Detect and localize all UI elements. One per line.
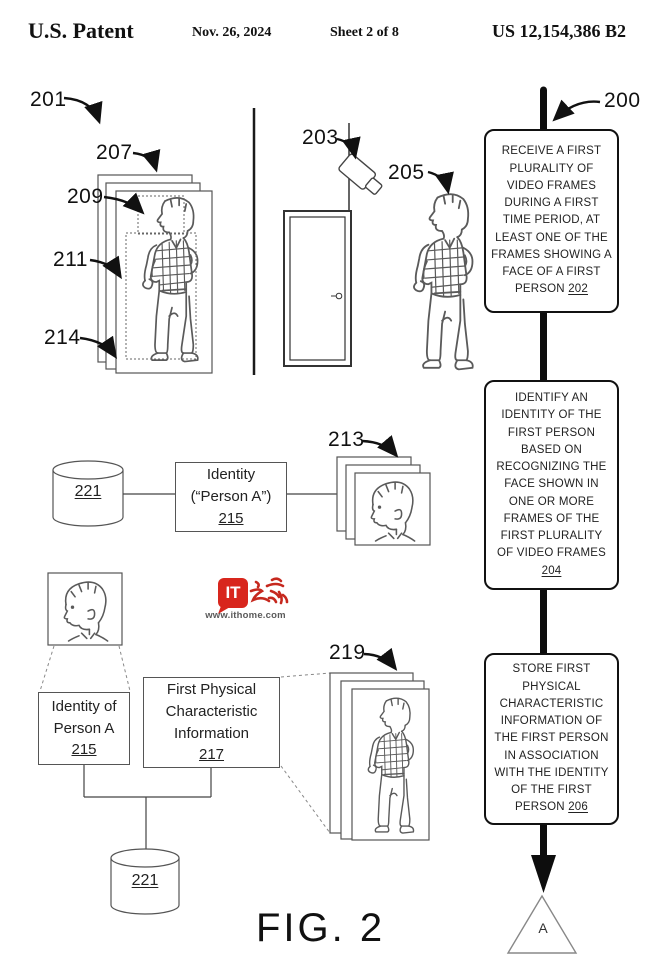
identity2-line2: Person A [53, 719, 115, 737]
flow-step-receive-ref: 202 [568, 283, 588, 296]
face-frame [48, 573, 122, 645]
identity-person-a-box [175, 462, 287, 532]
flow-step-identify-ref: 204 [541, 564, 562, 577]
connector-bracket [84, 765, 211, 849]
callout-219: 219 [329, 641, 366, 664]
identity2-line1: Identity of [51, 697, 117, 715]
ithome-url: www.ithome.com [205, 610, 286, 621]
zoom-callout-lines [40, 646, 130, 691]
off-page-connector-label: A [538, 920, 548, 936]
database-bottom-label: 221 [131, 872, 159, 889]
flow-step-store-text: STORE FIRST PHYSICAL CHARACTERISTIC INFORMATION OF THE FIRST PERSON IN ASSOCIATION WITH THE IDENTITY OF THE FIRST PERSON [494, 663, 609, 814]
flow-step-receive [484, 129, 619, 313]
flow-step-identify-text: IDENTIFY AN IDENTITY OF THE FIRST PERSON BASED ON RECOGNIZING THE FACE SHOWN IN ONE OR MORE FRAMES OF THE FIRST PLURALITY OF VIDEO FRAMES [496, 392, 607, 560]
characteristic-line1: First Physical [166, 681, 257, 698]
characteristic-line2: Characteristic [165, 702, 258, 720]
callout-214: 214 [44, 326, 81, 349]
projection-lines [281, 673, 330, 833]
patent-header-sheet: Sheet 2 of 8 [330, 25, 399, 40]
body-frames-stack [330, 673, 429, 840]
identity-box-ref: 215 [218, 509, 244, 527]
physical-characteristic-box [143, 677, 280, 768]
callout-211: 211 [53, 248, 88, 271]
face-frames-stack [337, 457, 430, 545]
characteristic-line3: Information [173, 724, 250, 742]
door [284, 211, 351, 366]
flow-step-store [484, 653, 619, 825]
flow-step-store-ref: 206 [568, 801, 588, 814]
flow-arrowhead-icon [531, 855, 556, 893]
callout-213: 213 [328, 428, 365, 451]
identity-box-line1: Identity [206, 466, 256, 484]
database-top-label: 221 [74, 483, 102, 500]
identity-box-line2: (“Person A”) [190, 488, 272, 506]
flow-step-identify [484, 380, 619, 590]
figure-caption: FIG. 2 [256, 906, 386, 950]
callout-203: 203 [302, 126, 339, 149]
security-camera-icon [338, 153, 386, 198]
patent-header-number: US 12,154,386 B2 [492, 21, 627, 41]
callout-207: 207 [96, 141, 133, 164]
identity-of-person-a-box [38, 692, 130, 765]
callout-205: 205 [388, 161, 425, 184]
identity2-ref: 215 [71, 741, 97, 759]
callout-200: 200 [604, 89, 641, 112]
callout-209: 209 [67, 185, 104, 208]
characteristic-ref: 217 [198, 746, 225, 764]
callout-201: 201 [30, 88, 67, 111]
person-figure-icon [414, 194, 473, 369]
patent-header-title: U.S. Patent [28, 18, 134, 43]
ithome-logo-text: IT [218, 578, 248, 608]
patent-header-date: Nov. 26, 2024 [192, 25, 272, 40]
flow-step-receive-text: RECEIVE A FIRST PLURALITY OF VIDEO FRAMES DURING A FIRST TIME PERIOD, AT LEAST ONE OF THE FRAMES SHOWING A FACE OF A FIRST PERSON [491, 145, 612, 296]
